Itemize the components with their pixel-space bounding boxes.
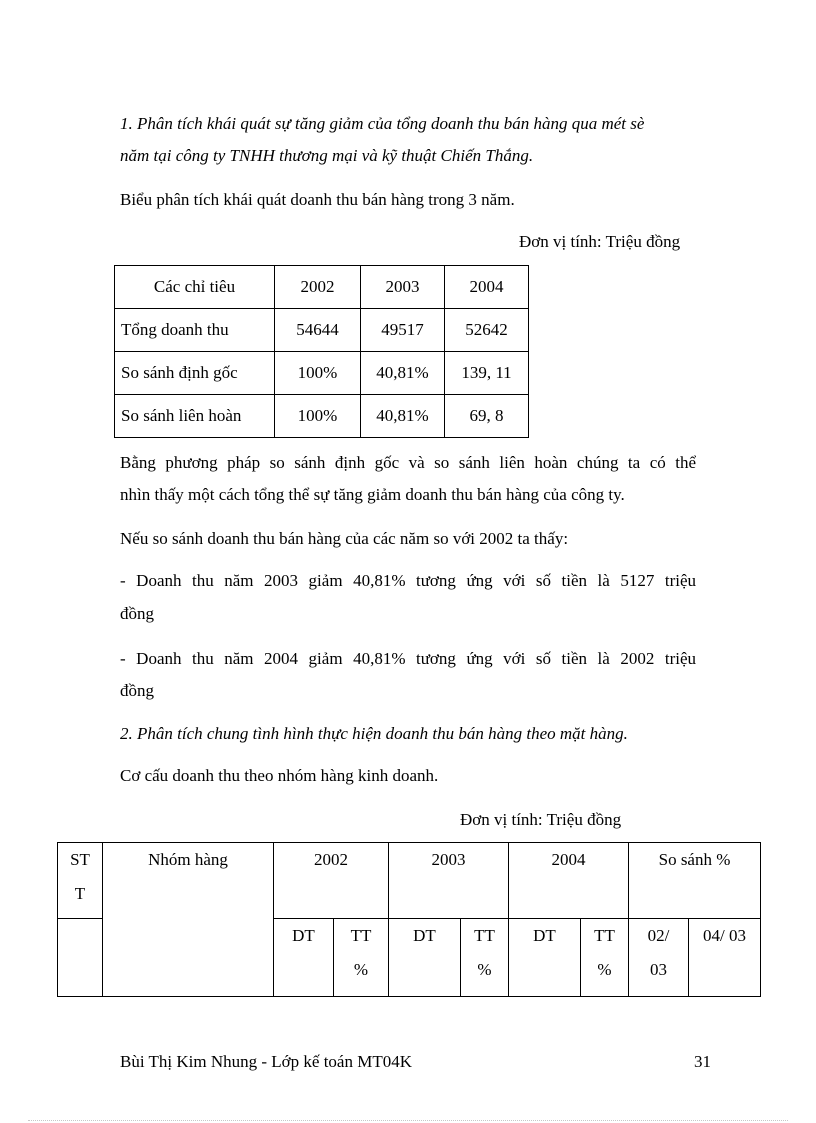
para1-line2: nhìn thấy một cách tổng thể sự tăng giảm doanh thu bán hàng của công ty.	[120, 485, 625, 504]
section1-unit: Đơn vị tính: Triệu đồng	[519, 232, 681, 251]
para1-line1: Bằng phương pháp so sánh định gốc và so sánh liên hoàn chúng ta có thể	[120, 453, 696, 472]
dt-2003-header: DT	[389, 919, 461, 997]
year-2002-header: 2002	[274, 843, 389, 919]
table-row	[115, 352, 529, 395]
dt-2002-header: DT	[274, 919, 334, 997]
compare-02-03-header	[629, 919, 689, 997]
section2-heading: 2. Phân tích chung tình hình thực hiện doanh thu bán hàng theo mặt hàng.	[120, 724, 628, 743]
bullet2-line2: đồng	[120, 681, 154, 700]
table-row	[115, 395, 529, 438]
tt-2003-header	[461, 919, 509, 997]
section1-heading-line2: năm tại công ty TNHH thương mại và kỹ thuật Chiến Thắng.	[120, 146, 534, 165]
table-cell: So sánh định gốc	[115, 352, 275, 395]
compare-04-03-header: 04/ 03	[689, 919, 761, 997]
table-header-cell: 2003	[361, 266, 445, 309]
tt-percent: %	[353, 960, 369, 979]
section2-unit: Đơn vị tính: Triệu đồng	[460, 810, 622, 829]
compare-header: So sánh %	[629, 843, 761, 919]
table-header-cell: Các chỉ tiêu	[115, 266, 275, 309]
table-cell: 100%	[275, 352, 361, 395]
summary-table	[114, 265, 529, 438]
compare-02-03-line1: 02/	[647, 926, 670, 945]
table-cell: 54644	[275, 309, 361, 352]
tt-2004-header	[581, 919, 629, 997]
section1-intro: Biểu phân tích khái quát doanh thu bán hàng trong 3 năm.	[120, 190, 515, 209]
table-row	[115, 266, 529, 309]
section2-intro: Cơ cấu doanh thu theo nhóm hàng kinh doanh.	[120, 766, 439, 785]
table-cell: 52642	[445, 309, 529, 352]
year-2003-header: 2003	[389, 843, 509, 919]
table-cell: 100%	[275, 395, 361, 438]
bullet1-line2: đồng	[120, 604, 154, 623]
tt-percent: %	[597, 960, 612, 979]
table-cell: 49517	[361, 309, 445, 352]
tt-label: TT	[474, 926, 495, 945]
tt-percent: %	[477, 960, 492, 979]
stt-empty-cell	[58, 919, 103, 997]
page-number: 31	[694, 1052, 711, 1071]
compare-02-03-line2: 03	[650, 960, 667, 979]
table-cell: 69, 8	[445, 395, 529, 438]
footer-author: Bùi Thị Kim Nhung - Lớp kế toán MT04K	[120, 1052, 412, 1071]
year-2004-header: 2004	[509, 843, 629, 919]
section1-heading-line1: 1. Phân tích khái quát sự tăng giảm của tổng doanh thu bán hàng qua mét sè	[120, 114, 645, 133]
table-cell: Tổng doanh thu	[115, 309, 275, 352]
table-cell: So sánh liên hoàn	[115, 395, 275, 438]
table-row	[115, 309, 529, 352]
para2: Nếu so sánh doanh thu bán hàng của các năm so với 2002 ta thấy:	[120, 529, 569, 548]
product-group-table	[57, 842, 761, 997]
stt-header-line2: T	[74, 884, 86, 903]
table-row	[58, 843, 761, 919]
bullet2-line1: - Doanh thu năm 2004 giảm 40,81% tương ứng với số tiền là 2002 triệu	[120, 649, 696, 668]
tt-2002-header	[334, 919, 389, 997]
bullet1-line1: - Doanh thu năm 2003 giảm 40,81% tương ứng với số tiền là 5127 triệu	[120, 571, 696, 590]
table-cell: 40,81%	[361, 352, 445, 395]
table-header-cell: 2002	[275, 266, 361, 309]
stt-header-line1: ST	[70, 850, 90, 869]
tt-label: TT	[594, 926, 615, 945]
table-cell: 40,81%	[361, 395, 445, 438]
table-header-cell: 2004	[445, 266, 529, 309]
table-cell: 139, 11	[445, 352, 529, 395]
stt-header	[58, 843, 103, 919]
dt-2004-header: DT	[509, 919, 581, 997]
page-bottom-divider	[28, 1120, 788, 1121]
tt-label: TT	[350, 926, 372, 945]
group-header: Nhóm hàng	[103, 843, 274, 997]
